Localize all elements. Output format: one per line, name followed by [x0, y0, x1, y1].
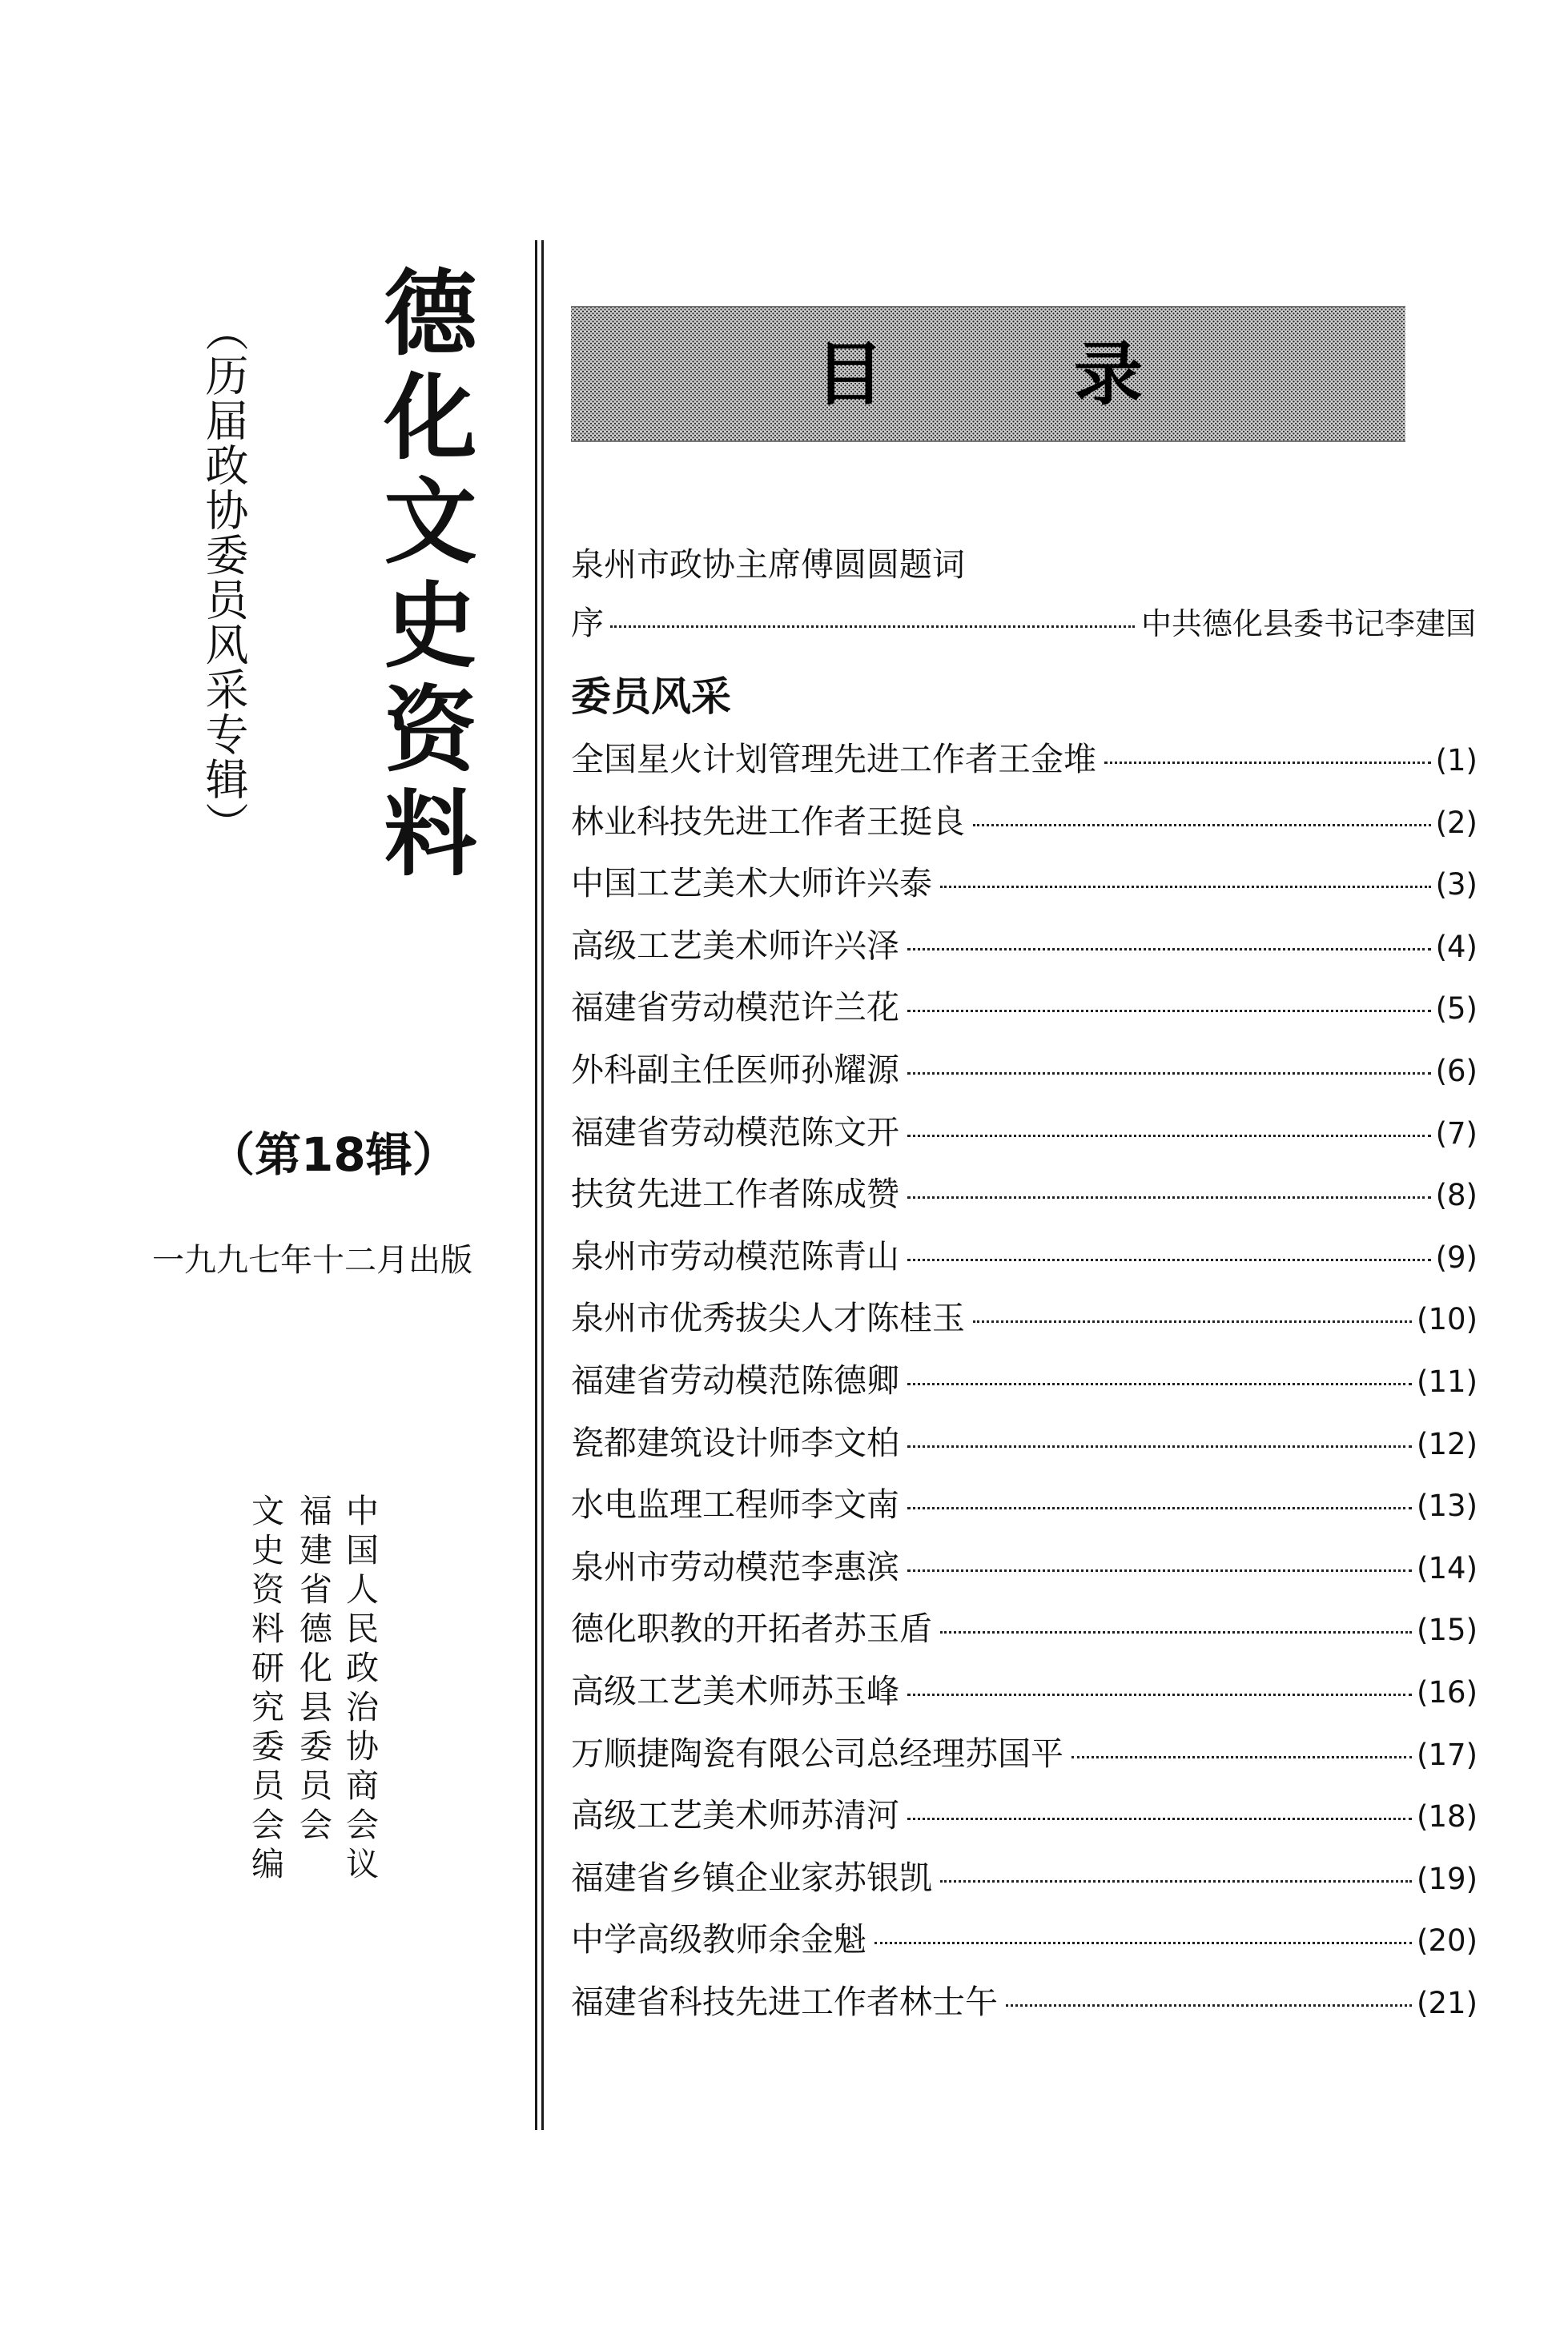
toc-entry-label: 福建省科技先进工作者林士午 — [571, 1982, 998, 2021]
toc-entry-label: 泉州市劳动模范陈青山 — [571, 1236, 899, 1276]
toc-entry-label: 福建省劳动模范许兰花 — [571, 988, 899, 1027]
publisher-line-3: 文史资料研究委员会编 — [246, 1493, 284, 1886]
toc-entry[interactable] — [571, 1167, 1478, 1230]
toc-entry-page: (4) — [1435, 929, 1478, 964]
dot-leader — [1104, 762, 1431, 764]
toc-entry-label: 福建省劳动模范陈德卿 — [571, 1360, 899, 1400]
toc-entry-page: (2) — [1435, 805, 1478, 840]
toc-entry-label: 高级工艺美术师苏玉峰 — [571, 1671, 899, 1710]
dot-leader — [907, 1445, 1412, 1448]
dot-leader — [907, 1135, 1431, 1137]
toc-entry-label: 水电监理工程师李文南 — [571, 1485, 899, 1525]
toc-entry[interactable] — [571, 1789, 1478, 1851]
toc-entry[interactable] — [571, 1913, 1478, 1975]
toc-entry[interactable] — [571, 1541, 1478, 1603]
toc-entry-page: (15) — [1417, 1613, 1478, 1648]
toc-entry-page: (16) — [1417, 1674, 1478, 1710]
toc-entry[interactable] — [571, 1975, 1478, 2038]
book-title: 德化文史资料 — [368, 264, 477, 889]
dot-leader — [907, 1694, 1412, 1696]
toc-entry[interactable] — [571, 1230, 1478, 1292]
dot-leader — [610, 625, 1135, 628]
toc-entry-label: 德化职教的开拓者苏玉盾 — [571, 1610, 932, 1649]
toc-entry-label: 中国工艺美术大师许兴泰 — [571, 864, 932, 903]
toc-entry[interactable] — [571, 919, 1478, 982]
toc-entry-label: 全国星火计划管理先进工作者王金堆 — [571, 740, 1096, 778]
toc-entry-label: 高级工艺美术师许兴泽 — [571, 926, 899, 965]
toc-entry-page: (19) — [1417, 1861, 1478, 1896]
dot-leader — [907, 1383, 1412, 1385]
toc-entry-label: 高级工艺美术师苏清河 — [571, 1796, 899, 1835]
toc-entry-page: (13) — [1417, 1489, 1478, 1524]
toc-entry-label: 扶贫先进工作者陈成赞 — [571, 1175, 899, 1214]
dot-leader — [907, 1569, 1412, 1572]
preface-author: 中共德化县委书记李建国 — [1140, 606, 1476, 641]
publication-date: 一九九七年十二月出版 — [152, 1242, 472, 1279]
toc-entry-label: 林业科技先进工作者王挺良 — [571, 802, 965, 841]
issue-number: （第18辑） — [208, 1127, 459, 1182]
dot-leader — [1006, 2004, 1412, 2007]
section-heading: 委员风采 — [571, 673, 731, 720]
toc-entry[interactable] — [571, 795, 1478, 858]
dot-leader — [907, 1010, 1431, 1012]
toc-entry-page: (21) — [1417, 1985, 1478, 2020]
toc-entry-label: 泉州市优秀拔尖人才陈桂玉 — [571, 1299, 965, 1338]
toc-entry-label: 中学高级教师余金魁 — [571, 1920, 866, 1959]
dot-leader — [940, 886, 1431, 888]
dot-leader — [940, 1631, 1412, 1634]
toc-entry-page: (1) — [1435, 743, 1478, 778]
toc-entry-label: 福建省乡镇企业家苏银凯 — [571, 1858, 932, 1897]
toc-entry[interactable] — [571, 981, 1478, 1043]
toc-entry-label: 泉州市劳动模范李惠滨 — [571, 1547, 899, 1586]
dot-leader — [1071, 1756, 1412, 1758]
toc-entry[interactable] — [571, 1354, 1478, 1417]
toc-entry[interactable] — [571, 733, 1478, 795]
toc-entry-page: (5) — [1435, 991, 1478, 1027]
dot-leader — [973, 824, 1431, 826]
toc-entry[interactable] — [571, 1665, 1478, 1727]
toc-entry[interactable] — [571, 1851, 1478, 1914]
toc-entry-page: (20) — [1417, 1923, 1478, 1959]
toc-entry-label: 瓷都建筑设计师李文柏 — [571, 1423, 899, 1462]
dot-leader — [907, 1818, 1412, 1820]
dot-leader — [973, 1320, 1412, 1323]
publisher-line-2: 福建省德化县委员会 — [294, 1493, 332, 1847]
toc-entry-page: (9) — [1435, 1240, 1478, 1275]
toc-entry[interactable] — [571, 857, 1478, 919]
dot-leader — [907, 948, 1431, 950]
toc-entry[interactable] — [571, 1417, 1478, 1479]
toc-entry-page: (18) — [1417, 1799, 1478, 1835]
dot-leader — [940, 1880, 1412, 1883]
book-subtitle: （历届政协委员风采专辑） — [199, 308, 249, 846]
toc-entry-page: (10) — [1417, 1302, 1478, 1337]
vertical-divider-right — [541, 240, 544, 2130]
dot-leader — [907, 1196, 1431, 1199]
toc-preface-row[interactable] — [571, 597, 1476, 644]
toc-entry-page: (7) — [1435, 1115, 1478, 1151]
preface-label: 序 — [571, 604, 604, 642]
toc-list — [571, 733, 1478, 2037]
toc-entry-page: (3) — [1435, 867, 1478, 902]
toc-entry-page: (12) — [1417, 1426, 1478, 1461]
toc-entry[interactable] — [571, 1727, 1478, 1790]
toc-entry-page: (8) — [1435, 1178, 1478, 1213]
dot-leader — [907, 1507, 1412, 1509]
vertical-divider-left — [535, 240, 537, 2130]
toc-title-char-1: 目 — [815, 334, 884, 415]
toc-title-banner — [571, 306, 1405, 442]
dot-leader — [907, 1259, 1431, 1261]
toc-title-char-2: 录 — [1074, 334, 1143, 415]
dot-leader — [874, 1942, 1412, 1944]
toc-entry-page: (17) — [1417, 1737, 1478, 1772]
dot-leader — [907, 1072, 1431, 1075]
toc-entry[interactable] — [571, 1106, 1478, 1168]
toc-entry-label: 万顺捷陶瓷有限公司总经理苏国平 — [571, 1734, 1063, 1773]
toc-entry-label: 外科副主任医师孙耀源 — [571, 1050, 899, 1089]
toc-entry[interactable] — [571, 1043, 1478, 1106]
toc-entry[interactable] — [571, 1478, 1478, 1541]
toc-entry-label: 福建省劳动模范陈文开 — [571, 1112, 899, 1151]
toc-inscription: 泉州市政协主席傅圆圆题词 — [571, 545, 965, 584]
toc-entry-page: (14) — [1417, 1550, 1478, 1585]
toc-entry-page: (11) — [1417, 1364, 1478, 1399]
publisher-line-1: 中国人民政治协商会议 — [340, 1493, 379, 1886]
toc-entry-page: (6) — [1435, 1053, 1478, 1088]
toc-entry[interactable] — [571, 1292, 1478, 1354]
toc-entry[interactable] — [571, 1602, 1478, 1665]
